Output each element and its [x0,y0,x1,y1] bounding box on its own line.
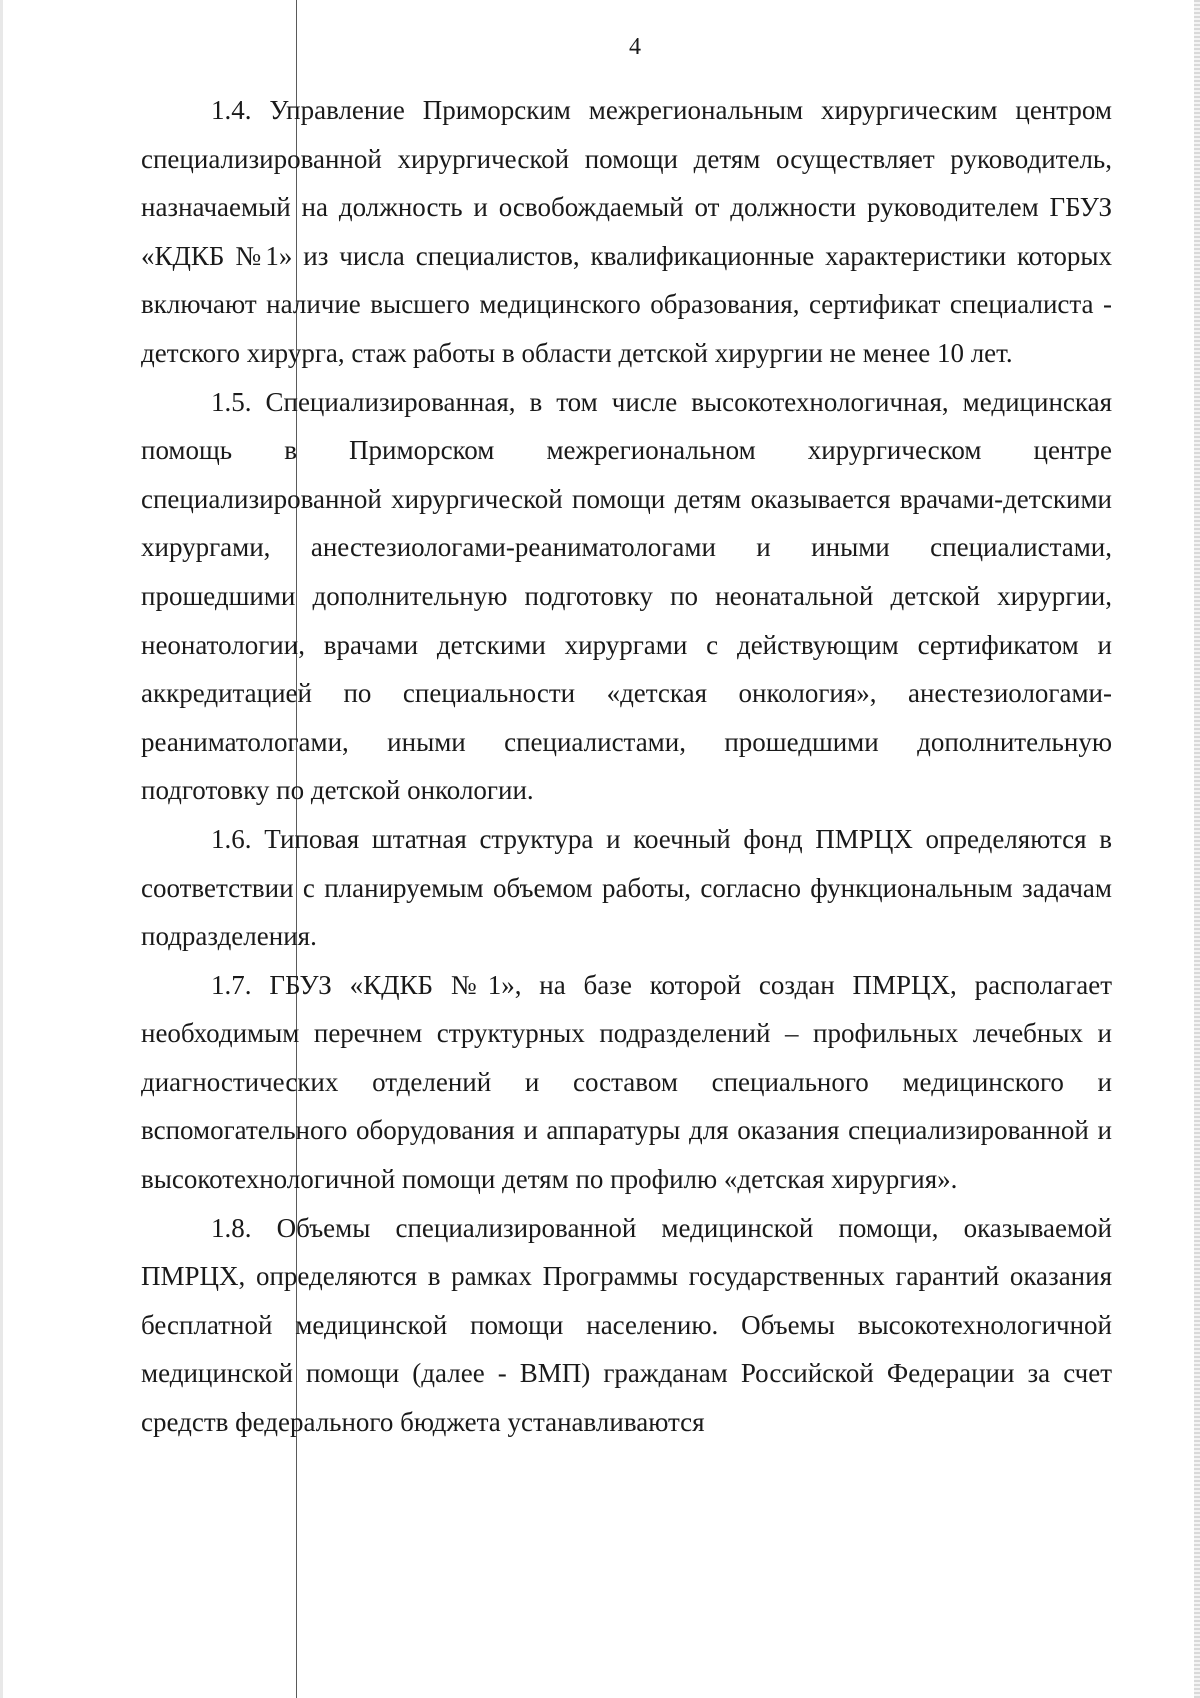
scan-edge-right [1194,0,1200,1698]
paragraph-1-8: 1.8. Объемы специализированной медицинской помощи, оказываемой ПМРЦХ, определяются в рамках Программы государственных гарантий оказания бесплатной медицинской помощи населению. Объемы высокотехнологичной медицинской помощи (далее - ВМП) гражданам Российской Федерации за счет средств федерального бюджета устанавливаются [141,1212,1112,1438]
paragraph-1-7: 1.7. ГБУЗ «КДКБ №1», на базе которой создан ПМРЦХ, располагает необходимым перечнем структурных подразделений – профильных лечебных и диагностических отделений и составом специального медицинского и вспомогательного оборудования и аппаратуры для оказания специализированной и высокотехнологичной помощи детям по профилю «детская хирургия». [141,969,1112,1195]
document-body [141,86,1112,1447]
paragraph-1-4: 1.4. Управление Приморским межрегиональным хирургическим центром специализированной хирургической помощи детям осуществляет руководитель, назначаемый на должность и освобождаемый от должности руководителем ГБУЗ «КДКБ №1» из числа специалистов, квалификационные характеристики которых включают наличие высшего медицинского образования, сертификат специалиста - детского хирурга, стаж работы в области детской хирургии не менее 10 лет. [141,95,1112,368]
page-number: 4 [629,34,641,60]
scan-edge-left [0,0,3,1698]
paragraph-1-5: 1.5. Специализированная, в том числе высокотехнологичная, медицинская помощь в Приморском межрегиональном хирургическом центре специализированной хирургической помощи детям оказывается врачами-детскими хирургами, анестезиологами-реаниматологами и иными специалистами, прошедшими дополнительную подготовку по неонатальной детской хирургии, неонатологии, врачами детскими хирургами с действующим сертификатом и аккредитацией по специальности «детская онкология», анестезиологами-реаниматологами, иными специалистами, прошедшими дополнительную подготовку по детской онкологии. [141,386,1112,806]
paragraph-1-6: 1.6. Типовая штатная структура и коечный фонд ПМРЦХ определяются в соответствии с планируемым объемом работы, согласно функциональным задачам подразделения. [141,823,1112,952]
